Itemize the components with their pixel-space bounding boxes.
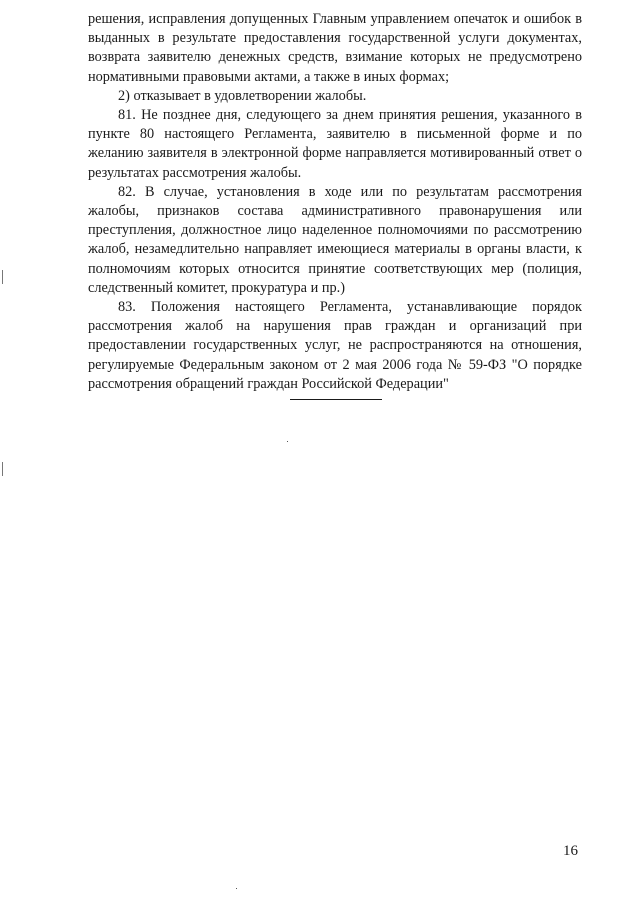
scan-edge-mark [2,270,3,284]
paragraph-82: 82. В случае, установления в ходе или по результатам рассмотрения жалобы, признаков состава административного правонарушения или преступления, должностное лицо наделенное полномочиями по рассмотрению жалоб, незамедлительно направляет имеющиеся материалы в органы власти, к полномочиям которых относится принятие соответствующих мер (полиция, следственный комитет, прокуратура и пр.) [88,183,582,296]
paragraph-continuation: решения, исправления допущенных Главным управлением опечаток и ошибок в выданных в результате предоставления государственной услуги документах, возврата заявителю денежных средств, взимание которых не предусмотрено нормативными правовыми актами, а также в иных формах; [88,11,582,85]
page-number: 16 [563,843,578,859]
scan-speck [287,441,288,442]
document-body [88,10,582,394]
scan-edge-mark [2,462,3,476]
paragraph-83: 83. Положения настоящего Регламента, устанавливающие порядок рассмотрения жалоб на нарушения прав граждан и организаций при предоставлении государственных услуг, не распространяются на отношения, регулируемые Федеральным законом от 2 мая 2006 года № 59-ФЗ "О порядке рассмотрения обращений граждан Российской Федерации" [88,299,582,392]
paragraph-81: 81. Не позднее дня, следующего за днем принятия решения, указанного в пункте 80 настоящего Регламента, заявителю в письменной форме и по желанию заявителя в электронной форме направляется мотивированный ответ о результатах рассмотрения жалобы. [88,107,582,181]
end-divider-line [290,399,382,400]
scan-speck [236,888,237,889]
paragraph-refuse-complaint: 2) отказывает в удовлетворении жалобы. [118,87,367,104]
